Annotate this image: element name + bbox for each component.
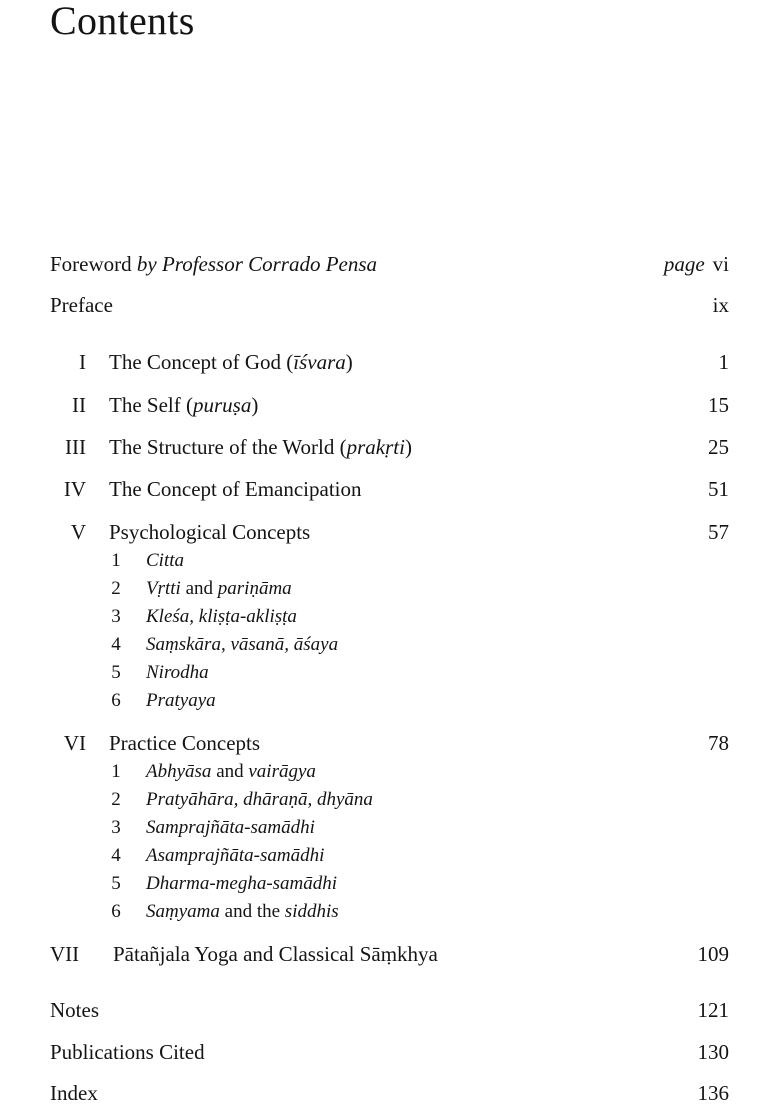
subentry-title xyxy=(146,842,324,870)
subentry-italic: Nirodha xyxy=(146,662,209,683)
toc-subentry xyxy=(0,631,780,659)
subentry-italic: Dharma-megha-samādhi xyxy=(146,873,338,894)
subentry-italic: Vṛtti xyxy=(146,578,181,599)
subentry-number: 2 xyxy=(111,789,121,810)
chapter-title-italic: puruṣa xyxy=(192,393,252,417)
subentry-italic-2: vairāgya xyxy=(248,761,316,782)
chapter-title-italic: prakṛti xyxy=(346,435,405,459)
toc-subentry xyxy=(0,687,780,715)
subentry-italic: Citta xyxy=(146,550,185,571)
toc-chapter-6 xyxy=(0,727,780,759)
toc-entry-index xyxy=(0,1077,780,1109)
subentry-text: and the xyxy=(219,901,285,922)
chapter-number: III xyxy=(65,435,86,459)
subentry-number: 3 xyxy=(111,606,121,627)
chapter-title-italic: īśvara xyxy=(293,350,346,374)
page-number: 136 xyxy=(697,1081,729,1105)
chapter-title: Pātañjala Yoga and Classical Sāṃkhya xyxy=(113,942,438,966)
chapter-title-text: The Concept of God ( xyxy=(109,350,294,374)
page-number: vi xyxy=(712,252,729,276)
chapter-title: Practice Concepts xyxy=(109,731,261,755)
chapter-title: The Concept of Emancipation xyxy=(109,477,362,501)
toc-subentry xyxy=(0,603,780,631)
chapter-title xyxy=(109,346,353,378)
chapter-title-text-end: ) xyxy=(345,350,353,374)
subentry-number: 1 xyxy=(111,761,121,782)
page-number: 130 xyxy=(697,1040,729,1064)
entry-title: Publications Cited xyxy=(50,1040,205,1064)
toc-subentry xyxy=(0,547,780,575)
chapter-number: VI xyxy=(63,731,86,755)
toc-chapter-3 xyxy=(0,431,780,463)
subentry-number: 6 xyxy=(111,690,121,711)
toc-entry-foreword xyxy=(0,248,780,280)
subentry-title xyxy=(146,687,216,715)
page-number: 78 xyxy=(708,731,729,755)
chapter-number: VII xyxy=(50,942,80,966)
entry-title: Preface xyxy=(50,293,113,317)
chapter-title-text: The Self ( xyxy=(109,393,193,417)
page-number: 51 xyxy=(708,477,729,501)
subentry-number: 1 xyxy=(111,550,121,571)
toc-subentry xyxy=(0,814,780,842)
entry-title-text: Foreword xyxy=(50,252,137,276)
toc-entry-publications-cited xyxy=(0,1036,780,1068)
toc-chapter-7 xyxy=(0,938,780,970)
toc-entry-notes xyxy=(0,994,780,1026)
subentry-text: and xyxy=(211,761,249,782)
subentry-title xyxy=(146,575,292,603)
page-number: ix xyxy=(712,293,729,317)
subentry-number: 4 xyxy=(111,634,121,655)
entry-title: Notes xyxy=(50,998,99,1022)
subentry-number: 6 xyxy=(111,901,121,922)
chapter-title xyxy=(109,389,258,421)
subentry-title xyxy=(146,631,338,659)
subentry-italic: Pratyāhāra, dhāraṇā, dhyāna xyxy=(146,789,373,810)
chapter-title: Psychological Concepts xyxy=(109,520,311,544)
toc-subentry xyxy=(0,786,780,814)
chapter-number: I xyxy=(79,350,86,374)
subentry-number: 4 xyxy=(111,845,121,866)
chapter-title-text: The Structure of the World ( xyxy=(109,435,347,459)
subentry-italic: Saṃyama xyxy=(146,901,220,922)
page-number: 1 xyxy=(718,350,729,374)
entry-title xyxy=(50,248,377,280)
toc-entry-preface xyxy=(0,289,780,321)
subentry-italic-2: siddhis xyxy=(284,901,339,922)
chapter-title-text-end: ) xyxy=(404,435,412,459)
subentry-title xyxy=(146,814,315,842)
subentry-text: and xyxy=(180,578,218,599)
subentry-number: 5 xyxy=(111,662,121,683)
toc-subentry xyxy=(0,842,780,870)
subentry-title xyxy=(146,758,316,786)
toc-chapter-5 xyxy=(0,516,780,548)
toc-subentry xyxy=(0,898,780,926)
page-number: 57 xyxy=(708,520,729,544)
subentry-italic: Abhyāsa xyxy=(146,761,212,782)
subentry-number: 3 xyxy=(111,817,121,838)
toc-chapter-1 xyxy=(0,346,780,378)
subentry-title xyxy=(146,547,184,575)
entry-title: Index xyxy=(50,1081,98,1105)
subentry-italic: Samprajñāta-samādhi xyxy=(146,817,315,838)
subentry-italic: Kleśa, kliṣṭa-akliṣṭa xyxy=(146,606,297,627)
page-number: 25 xyxy=(708,435,729,459)
page-number: 15 xyxy=(708,393,729,417)
toc-subentry xyxy=(0,659,780,687)
chapter-number: V xyxy=(70,520,86,544)
entry-title-italic: by Professor Corrado Pensa xyxy=(136,252,378,276)
toc-subentry xyxy=(0,758,780,786)
entry-page xyxy=(664,248,729,280)
chapter-title-text-end: ) xyxy=(251,393,259,417)
toc-chapter-2 xyxy=(0,389,780,421)
subentry-title xyxy=(146,898,339,926)
subentry-italic: Saṃskāra, vāsanā, āśaya xyxy=(146,634,339,655)
subentry-italic: Asamprajñāta-samādhi xyxy=(146,845,325,866)
chapter-number: II xyxy=(72,393,86,417)
subentry-number: 2 xyxy=(111,578,121,599)
page-number: 121 xyxy=(697,998,729,1022)
subentry-number: 5 xyxy=(111,873,121,894)
subentry-italic: Pratyaya xyxy=(146,690,216,711)
toc-subentry xyxy=(0,870,780,898)
page-label: page xyxy=(663,252,705,276)
page-number: 109 xyxy=(697,942,729,966)
toc-subentry xyxy=(0,575,780,603)
subentry-title xyxy=(146,870,337,898)
chapter-title xyxy=(109,431,412,463)
subentry-title xyxy=(146,786,373,814)
subentry-title xyxy=(146,659,209,687)
page-title: Contents xyxy=(50,0,195,43)
chapter-number: IV xyxy=(63,477,86,501)
toc-chapter-4 xyxy=(0,473,780,505)
subentry-title xyxy=(146,603,297,631)
subentry-italic-2: pariṇāma xyxy=(217,578,292,599)
